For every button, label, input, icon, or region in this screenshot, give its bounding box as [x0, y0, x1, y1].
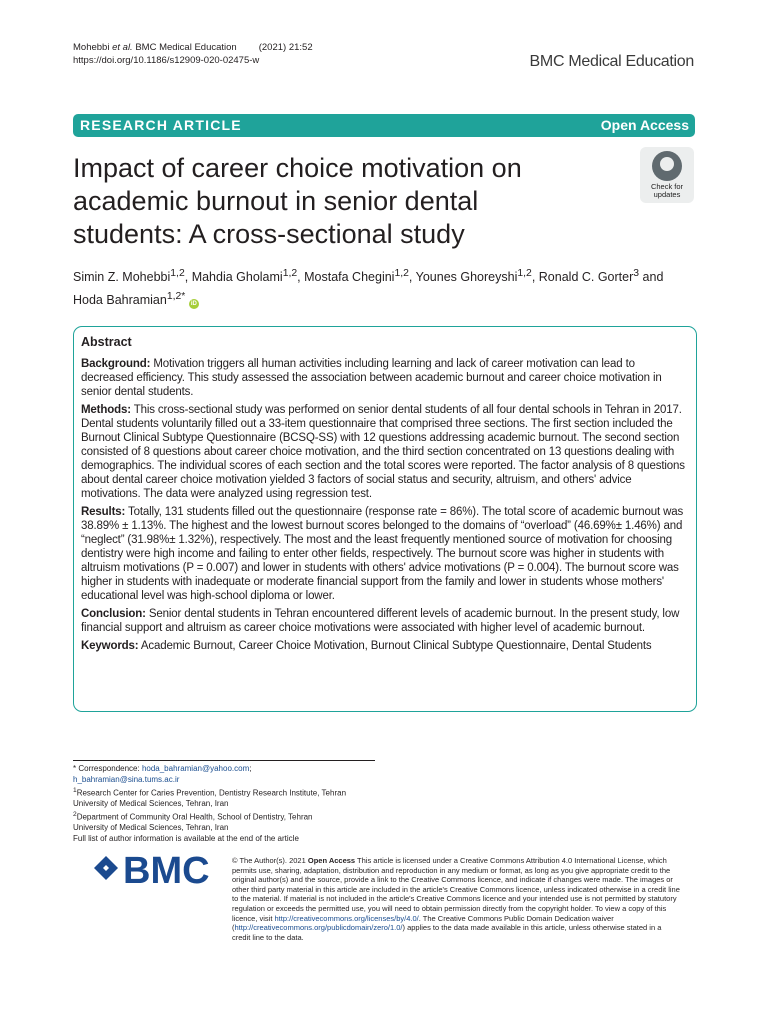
bmc-logo [94, 846, 218, 891]
open-access-label: Open Access [600, 117, 689, 133]
author-affiliation: 3 [633, 268, 640, 279]
background-text: Motivation triggers all human activities including learning and lack of career motivation can lead to decreased efficiency. This study assessed the association between academic burnout and career choice motivation in senior dental students. [81, 358, 662, 398]
affiliation-2-line2: University of Medical Sciences, Tehran, Iran [73, 823, 229, 833]
article-type-banner [73, 114, 695, 137]
copyright: © The Author(s). 2021 [232, 856, 308, 865]
license-url[interactable]: http://creativecommons.org/licenses/by/4.0/ [274, 913, 419, 923]
footnotes [73, 764, 393, 845]
author-separator: , [297, 270, 305, 285]
author-separator: and [639, 270, 664, 285]
author-name: Simin Z. Mohebbi [73, 270, 171, 285]
author-affiliation: 1,2 [282, 268, 298, 279]
abstract-background [81, 357, 689, 399]
conclusion-text: Senior dental students in Tehran encountered different levels of academic burnout. In the present study, low financial support and altruism as career choice motivations were associated with higher level of academic burnout. [81, 608, 680, 634]
methods-text: This cross-sectional study was performed on senior dental students of all four dental schools in Tehran in 2017. Dental students voluntarily filled out a 33-item questionnaire that comprised three sections. The first section included the Burnout Clinical Subtype Questionnaire (BCSQ-SS) with 12 questions addressing academic burnout. The second section consisted of 8 questions about career choice motivation, and the third section concentrated on 13 questions dealing with demographics. The individual scores of each section and the total scores were reported. The factor analysis of 8 questions about dental career choice motivation yielded 3 factors of social status and security, altruism, and others' advice motivations. The data were analyzed using regression test. [81, 404, 685, 500]
author-separator: , [408, 270, 416, 285]
email-separator: ; [249, 764, 252, 773]
methods-label: Methods: [81, 404, 131, 416]
correspondence-email-1[interactable]: hoda_bahramian@yahoo.com [141, 764, 250, 773]
author-name: Ronald C. Gorter [538, 270, 634, 285]
correspondence-email-2[interactable]: h_bahramian@sina.tums.ac.ir [73, 774, 180, 784]
author-list [73, 264, 693, 310]
keywords-label: Keywords: [81, 640, 139, 652]
check-updates-line1: Check for [650, 182, 684, 191]
license-text [232, 856, 680, 942]
correspondence-label: * Correspondence: [73, 764, 142, 773]
abstract-box [73, 326, 697, 712]
affiliation-2-line1: Department of Community Oral Health, School of Dentistry, Tehran [76, 812, 313, 822]
abstract-keywords [81, 639, 689, 653]
check-updates-line2: updates [653, 190, 681, 199]
affiliation-number: 2 [73, 810, 77, 818]
citation-year: (2021) 21:52 [258, 42, 313, 53]
author-affiliation: 1,2 [517, 268, 532, 279]
article-type-label: RESEARCH ARTICLE [80, 117, 242, 133]
affiliation-number: 1 [73, 786, 77, 794]
doi-link[interactable]: https://doi.org/10.1186/s12909-020-02475-w [73, 55, 260, 66]
license-text-3: ) applies to the data made available in this article, unless otherwise stated in a credit line to the data. [232, 923, 662, 942]
author-affiliation: 1,2* [166, 291, 186, 303]
affiliation-1-line2: University of Medical Sciences, Tehran, Iran [73, 799, 229, 809]
author-affiliation: 1,2 [170, 268, 185, 279]
citation-journal: BMC Medical Education [132, 42, 237, 53]
citation-header [73, 41, 313, 67]
citation-etal: et al. [112, 42, 133, 53]
results-label: Results: [81, 506, 126, 518]
bmc-logo-text: BMC [123, 850, 210, 891]
abstract-conclusion [81, 607, 689, 635]
affiliation-1-line1: Research Center for Caries Prevention, Dentistry Research Institute, Tehran [76, 788, 347, 798]
author-name: Mahdia Gholami [191, 270, 283, 285]
article-title: Impact of career choice motivation on academic burnout in senior dental students: A cross-sectional study [73, 153, 522, 249]
check-updates-icon [652, 151, 682, 181]
abstract-methods [81, 403, 689, 501]
public-domain-url[interactable]: http://creativecommons.org/publicdomain/zero/1.0/ [234, 923, 403, 933]
conclusion-label: Conclusion: [81, 608, 146, 620]
author-name: Mostafa Chegini [304, 270, 395, 285]
license-text-2: . The Creative Commons Public Domain Dedication waiver ( [232, 913, 614, 933]
license-open-access: Open Access [307, 856, 356, 865]
license-text-1: This article is licensed under a Creative Commons Attribution 4.0 International License, which permits use, sharing, adaptation, distribution and reproduction in any medium or format, as long as you give appropriate credit to the original author(s) and the source, provide a link to the Creative Commons licence, and indicate if changes were made. The images or other third party material in this article are included in the article's Creative Commons licence, unless indicated otherwise in a credit line to the material. If material is not included in the article's Creative Commons licence and your intended use is not permitted by statutory regulation or exceeds the permitted use, you will need to obtain permission directly from the copyright holder. To view a copy of this licence, visit [232, 856, 680, 923]
author-affiliation: 1,2 [394, 268, 409, 279]
abstract-heading: Abstract [81, 335, 132, 349]
results-text: Totally, 131 students filled out the questionnaire (response rate = 86%). The total score of academic burnout was 38.89% ± 1.13%. The highest and the lowest burnout scores belonged to the domains of “overload” (46.69%± 1.46%) and “neglect” (31.98%± 1.32%), respectively. The most and the least frequently mentioned source of motivation for choosing dentistry were high income and failing to enter other fields, respectively. The burnout score was higher in students with altruism motivations (P = 0.007) and lower in students with others' advice motivations (P = 0.004). The burnout score was higher in students with inadequate or moderate financial support from the family and lower in students whose mothers' educational level was high-school diploma or lower. [81, 506, 684, 602]
abstract-results [81, 505, 689, 603]
orcid-icon[interactable]: iD [190, 301, 197, 308]
author-separator: , [184, 270, 192, 285]
keywords-text: Academic Burnout, Career Choice Motivation, Burnout Clinical Subtype Questionnaire, Dental Students [138, 640, 652, 652]
footnote-divider [73, 760, 375, 761]
citation-authors: Mohebbi [73, 42, 113, 53]
author-name: Hoda Bahramian [73, 293, 167, 308]
check-for-updates-button[interactable] [640, 147, 694, 203]
author-separator: , [531, 270, 539, 285]
full-author-info-note: Full list of author information is available at the end of the article [73, 834, 299, 844]
background-label: Background: [81, 358, 151, 370]
author-name: Younes Ghoreyshi [415, 270, 518, 285]
journal-name: BMC Medical Education [529, 53, 694, 70]
